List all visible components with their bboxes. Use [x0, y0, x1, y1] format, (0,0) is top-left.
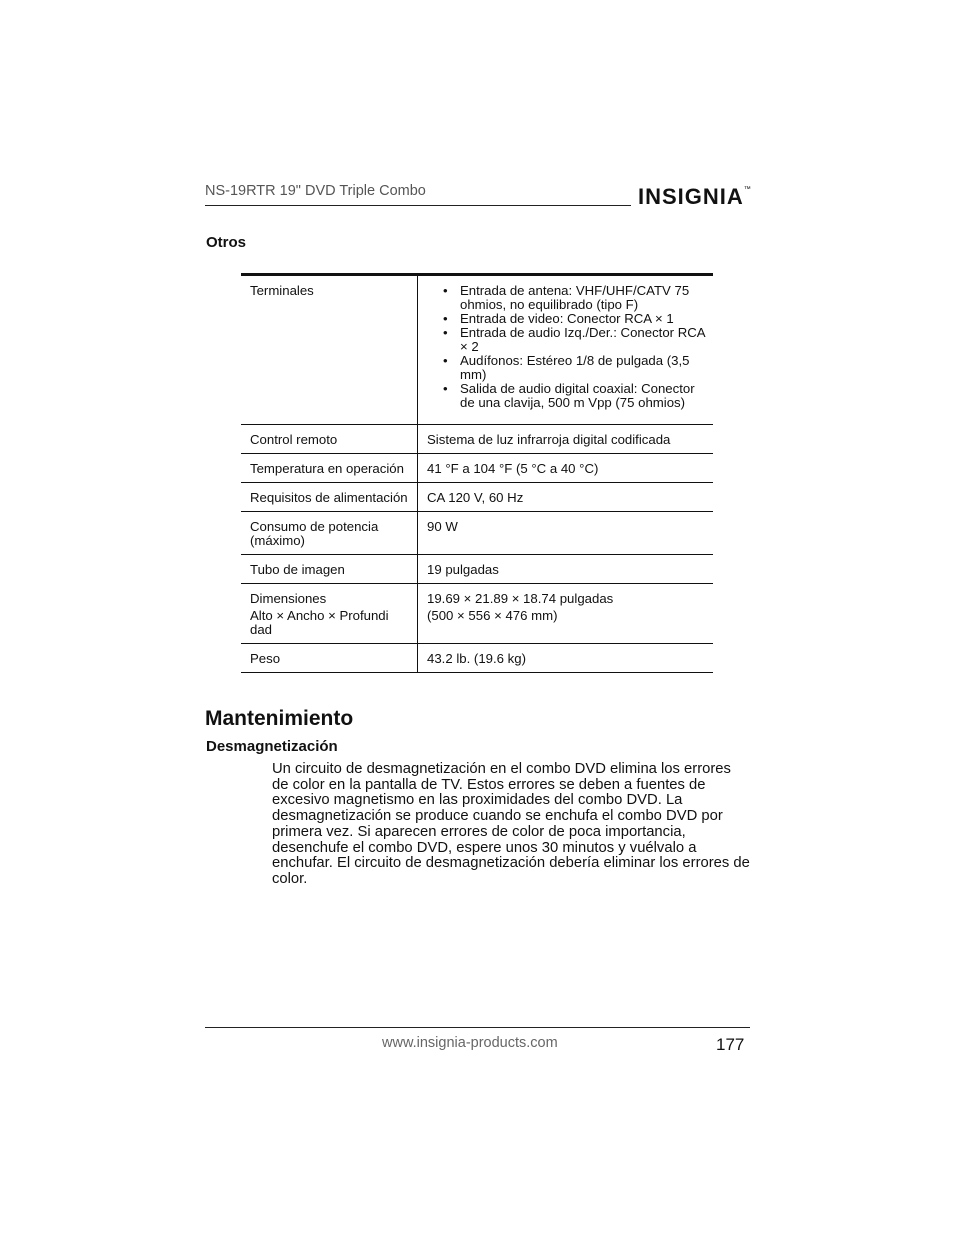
section-heading-otros: Otros — [206, 234, 247, 251]
terminal-list-item: • Entrada de antena: VHF/UHF/CATV 75 ohmios, no equilibrado (tipo F) — [427, 284, 705, 312]
spec-label: Terminales — [250, 283, 314, 298]
footer-divider — [205, 1027, 750, 1028]
specs-table-body — [241, 275, 713, 673]
spec-value: 19 pulgadas — [427, 562, 499, 577]
spec-label-cell — [241, 584, 418, 644]
spec-row — [241, 425, 713, 454]
spec-row — [241, 555, 713, 584]
spec-label: Consumo de potencia (máximo) — [250, 519, 379, 548]
spec-value: (500 × 556 × 476 mm) — [427, 608, 558, 623]
spec-label-cell — [241, 483, 418, 512]
spec-value-cell — [418, 454, 714, 483]
spec-label-cell — [241, 644, 418, 673]
spec-label-cell — [241, 454, 418, 483]
spec-value: 43.2 lb. (19.6 kg) — [427, 651, 526, 666]
spec-row — [241, 512, 713, 555]
terminales-list — [427, 284, 705, 418]
spec-label-cell — [241, 555, 418, 584]
subheading-desmagnetizacion: Desmagnetización — [206, 738, 338, 755]
trademark-symbol: ™ — [743, 186, 752, 193]
spec-label-cell — [241, 275, 418, 425]
spec-value: CA 120 V, 60 Hz — [427, 490, 524, 505]
header-divider — [205, 205, 631, 206]
spec-row — [241, 644, 713, 673]
section-heading-mantenimiento: Mantenimiento — [205, 707, 354, 730]
insignia-logo — [638, 184, 752, 210]
logo-text: INSIGNIA — [638, 184, 744, 209]
spec-label: Temperatura en operación — [250, 461, 404, 476]
spec-value: Sistema de luz infrarroja digital codificada — [427, 432, 671, 447]
footer-url: www.insignia-products.com — [382, 1035, 558, 1051]
spec-row — [241, 275, 713, 425]
spec-label-cell — [241, 425, 418, 454]
page-number: 177 — [716, 1035, 745, 1054]
spec-label: Requisitos de alimentación — [250, 490, 408, 505]
specs-table — [241, 273, 713, 673]
spec-label: Alto × Ancho × Profundi dad — [250, 608, 389, 637]
spec-label: Dimensiones — [250, 591, 327, 606]
desmagnetizacion-paragraph: Un circuito de desmagnetización en el combo DVD elimina los errores de color en la pantalla de TV. Estos errores se deben a fuentes de excesivo magnetismo en las proximidades del combo DVD. La desmagnetización se produce cuando se enchufa el combo DVD por primera vez. Si aparecen errores de color de poca importancia, desenchufe el combo DVD, espere unos 30 minutos y vuélvalo a enchufar. El circuito de desmagnetización debería eliminar los errores de color. — [272, 761, 750, 887]
spec-row — [241, 454, 713, 483]
header-title: NS-19RTR 19" DVD Triple Combo — [205, 183, 426, 199]
spec-value: 90 W — [427, 519, 458, 534]
spec-value-cell — [418, 425, 714, 454]
spec-label: Peso — [250, 651, 281, 666]
spec-value-cell — [418, 512, 714, 555]
spec-label-cell — [241, 512, 418, 555]
spec-value-cell — [418, 644, 714, 673]
spec-row — [241, 483, 713, 512]
spec-value: 41 °F a 104 °F (5 °C a 40 °C) — [427, 461, 599, 476]
spec-value-cell — [418, 483, 714, 512]
spec-value: 19.69 × 21.89 × 18.74 pulgadas — [427, 591, 614, 606]
terminal-list-item: • Entrada de video: Conector RCA × 1 — [427, 312, 705, 326]
terminal-list-item: • Entrada de audio Izq./Der.: Conector RCA × 2 — [427, 326, 705, 354]
spec-value-cell — [418, 584, 714, 644]
spec-label: Control remoto — [250, 432, 338, 447]
terminal-list-item: • Audífonos: Estéreo 1/8 de pulgada (3,5 mm) — [427, 354, 705, 382]
spec-value-cell — [418, 275, 714, 425]
spec-value-cell — [418, 555, 714, 584]
spec-label: Tubo de imagen — [250, 562, 345, 577]
terminal-list-item: • Salida de audio digital coaxial: Conector de una clavija, 500 m Vpp (75 ohmios) — [427, 382, 705, 410]
spec-row — [241, 584, 713, 644]
